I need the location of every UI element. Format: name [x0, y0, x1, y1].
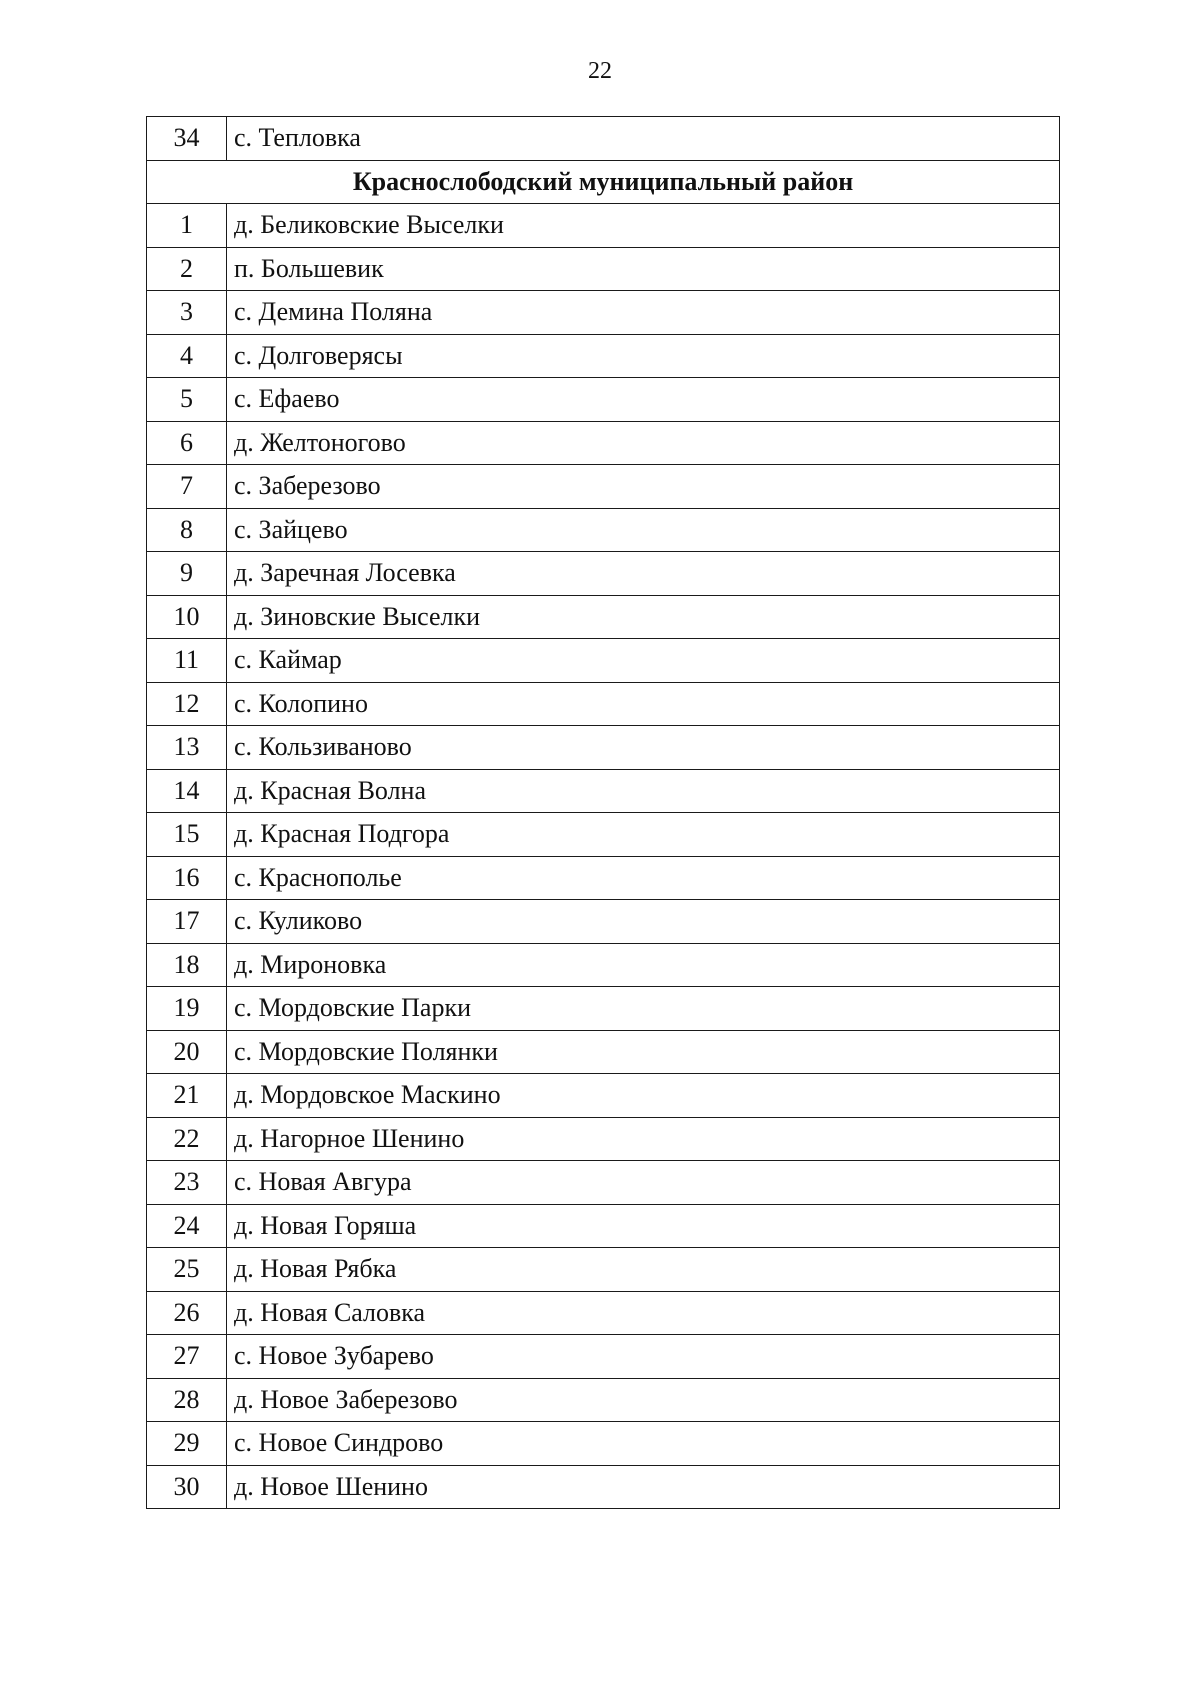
table-row [147, 856, 1060, 900]
row-number: 9 [147, 552, 227, 596]
row-number: 5 [147, 378, 227, 422]
page-number: 22 [588, 58, 612, 84]
table-row [147, 1248, 1060, 1292]
row-number: 12 [147, 682, 227, 726]
row-number: 1 [147, 204, 227, 248]
table-row [147, 465, 1060, 509]
settlement-name: д. Новое Заберезово [227, 1378, 1060, 1422]
table-row [147, 1074, 1060, 1118]
table-row [147, 1335, 1060, 1379]
row-number: 7 [147, 465, 227, 509]
table-row [147, 595, 1060, 639]
settlement-name: д. Зиновские Выселки [227, 595, 1060, 639]
row-number: 13 [147, 726, 227, 770]
row-number: 19 [147, 987, 227, 1031]
table-row [147, 1030, 1060, 1074]
row-number: 30 [147, 1465, 227, 1509]
row-number: 16 [147, 856, 227, 900]
settlement-name: с. Долговерясы [227, 334, 1060, 378]
table-row [147, 943, 1060, 987]
row-number: 20 [147, 1030, 227, 1074]
table-row [147, 421, 1060, 465]
settlement-name: с. Зайцево [227, 508, 1060, 552]
row-number: 10 [147, 595, 227, 639]
table-row [147, 1422, 1060, 1466]
row-number: 17 [147, 900, 227, 944]
settlement-name: с. Каймар [227, 639, 1060, 683]
table-row [147, 117, 1060, 161]
row-number: 18 [147, 943, 227, 987]
table-row [147, 1378, 1060, 1422]
row-number: 29 [147, 1422, 227, 1466]
settlement-name: д. Мордовское Маскино [227, 1074, 1060, 1118]
table-body [147, 117, 1060, 1509]
settlement-name: с. Заберезово [227, 465, 1060, 509]
table-row [147, 1161, 1060, 1205]
row-number: 24 [147, 1204, 227, 1248]
row-number: 15 [147, 813, 227, 857]
table-row [147, 204, 1060, 248]
settlements-table [146, 116, 1060, 1509]
settlement-name: п. Большевик [227, 247, 1060, 291]
row-number: 4 [147, 334, 227, 378]
settlement-name: с. Колопино [227, 682, 1060, 726]
settlement-name: с. Новое Зубарево [227, 1335, 1060, 1379]
settlement-name: с. Краснополье [227, 856, 1060, 900]
settlement-name: с. Куликово [227, 900, 1060, 944]
row-number: 21 [147, 1074, 227, 1118]
row-number: 28 [147, 1378, 227, 1422]
settlement-name: д. Желтоногово [227, 421, 1060, 465]
row-number: 2 [147, 247, 227, 291]
settlement-name: с. Тепловка [227, 117, 1060, 161]
settlement-name: д. Новая Горяша [227, 1204, 1060, 1248]
settlement-name: д. Беликовские Выселки [227, 204, 1060, 248]
table-row [147, 1204, 1060, 1248]
settlement-name: д. Новая Рябка [227, 1248, 1060, 1292]
table-row [147, 813, 1060, 857]
row-number: 8 [147, 508, 227, 552]
table-row [147, 378, 1060, 422]
row-number: 14 [147, 769, 227, 813]
settlement-name: д. Заречная Лосевка [227, 552, 1060, 596]
row-number: 23 [147, 1161, 227, 1205]
table-row [147, 247, 1060, 291]
settlement-name: с. Кользиваново [227, 726, 1060, 770]
table-row [147, 291, 1060, 335]
table-row [147, 769, 1060, 813]
settlement-name: с. Ефаево [227, 378, 1060, 422]
row-number: 27 [147, 1335, 227, 1379]
settlement-name: с. Демина Поляна [227, 291, 1060, 335]
table-row [147, 1291, 1060, 1335]
table-row [147, 1117, 1060, 1161]
section-title: Краснослободский муниципальный район [147, 160, 1060, 204]
settlement-name: с. Новая Авгура [227, 1161, 1060, 1205]
row-number: 25 [147, 1248, 227, 1292]
table-row [147, 987, 1060, 1031]
row-number: 26 [147, 1291, 227, 1335]
settlement-name: д. Красная Подгора [227, 813, 1060, 857]
row-number: 34 [147, 117, 227, 161]
settlement-name: д. Новое Шенино [227, 1465, 1060, 1509]
settlement-name: д. Красная Волна [227, 769, 1060, 813]
table-row [147, 334, 1060, 378]
settlement-name: д. Новая Саловка [227, 1291, 1060, 1335]
row-number: 3 [147, 291, 227, 335]
table-row [147, 900, 1060, 944]
table-row [147, 726, 1060, 770]
settlement-name: с. Новое Синдрово [227, 1422, 1060, 1466]
row-number: 22 [147, 1117, 227, 1161]
settlement-name: д. Нагорное Шенино [227, 1117, 1060, 1161]
settlement-name: с. Мордовские Полянки [227, 1030, 1060, 1074]
table-row [147, 639, 1060, 683]
settlement-name: д. Мироновка [227, 943, 1060, 987]
table-row [147, 1465, 1060, 1509]
row-number: 6 [147, 421, 227, 465]
table-row [147, 508, 1060, 552]
row-number: 11 [147, 639, 227, 683]
section-row [147, 160, 1060, 204]
table-row [147, 552, 1060, 596]
table-row [147, 682, 1060, 726]
settlement-name: с. Мордовские Парки [227, 987, 1060, 1031]
